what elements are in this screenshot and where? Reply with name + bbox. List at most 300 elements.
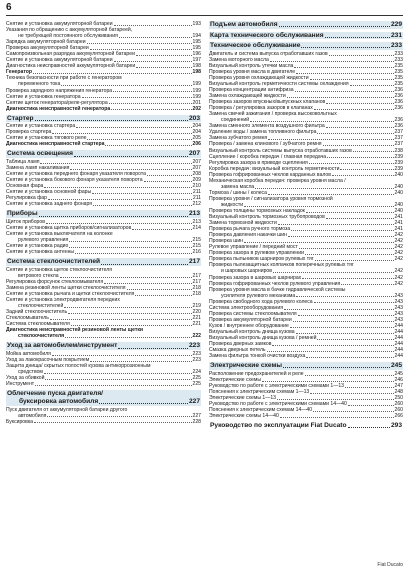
section-title: Система освещения — [7, 150, 73, 158]
toc-entry-page: 241 — [394, 226, 403, 233]
section-page: 293 — [390, 422, 402, 430]
toc-entry-page: 223 — [192, 357, 201, 364]
leader-dots — [47, 416, 191, 417]
toc-entry-title: Электрические схемы 14—40 — [209, 413, 279, 420]
section-title: Руководство по эксплуатации Fiat Ducato — [210, 422, 347, 430]
leader-dots — [305, 254, 394, 255]
toc-entry-title: Проверка зарядного напряжения генератора — [6, 87, 113, 94]
toc-entry-title: Проверка системы стеклоомывателя — [209, 310, 297, 317]
toc-entry-page: 243 — [394, 298, 403, 305]
leader-dots — [325, 37, 390, 38]
leader-dots — [244, 242, 394, 243]
leader-dots — [301, 47, 390, 48]
toc-entry-title: Указания по обращению с аккумуляторной батареей, — [6, 27, 133, 34]
toc-entry-page: 244 — [394, 334, 403, 341]
toc-entry-title: средством — [18, 369, 43, 376]
toc-entry-title: Основная фара — [6, 183, 44, 190]
leader-dots — [273, 272, 394, 273]
toc-entry-page: 225 — [192, 381, 201, 388]
leader-dots — [61, 85, 191, 86]
toc-entry-title: Проверка пыльников шарниров рулевых тяг — [209, 256, 314, 263]
leader-dots — [87, 43, 192, 44]
toc-entry[interactable] — [6, 201, 201, 207]
section-title-line2: буксировка автомобиля — [19, 397, 99, 405]
toc-entry-page: 236 — [394, 99, 403, 106]
section-title: Приборы — [7, 210, 38, 218]
toc-section-heading[interactable] — [209, 32, 403, 40]
toc-entry-page: 235 — [394, 68, 403, 75]
section-page: 217 — [188, 258, 200, 266]
leader-dots — [68, 313, 191, 314]
toc-entry-title: Защита днища/ скрытых полостей кузова антикоррозионным — [6, 363, 151, 370]
toc-entry-title: Замена свечей зажигания / проверка высоковольтных — [209, 111, 337, 118]
leader-dots — [44, 373, 192, 374]
toc-entry-page: 244 — [394, 347, 403, 354]
toc-entry-title: Снятие и установка переднего фонаря указателя поворота — [6, 171, 146, 178]
leader-dots — [295, 91, 394, 92]
leader-dots — [93, 205, 191, 206]
toc-entry-title: замена масла — [221, 183, 255, 190]
toc-entry-title: Снятие и установка бокового фонаря указателя поворота — [6, 177, 143, 184]
leader-dots — [244, 206, 393, 207]
toc-entry[interactable] — [6, 419, 201, 425]
toc-entry-page: 199 — [192, 81, 201, 88]
toc-entry-title: Руководство по работе с электрическими схемами 14—40 — [209, 401, 347, 407]
toc-entry-page: 206 — [192, 141, 201, 148]
leader-dots — [327, 157, 393, 158]
toc-entry-title: Замена тормозной жидкости — [209, 220, 277, 227]
leader-dots — [299, 248, 394, 249]
toc-entry-title: Проверка уровня охлаждающей жидкости — [209, 74, 309, 81]
leader-dots — [280, 417, 394, 418]
toc-entry-title: Снятие и установка основной фары — [6, 189, 92, 196]
leader-dots — [82, 97, 192, 98]
toc-entry-title: Визуальный контроль герметичности системы охлаждения — [209, 81, 349, 88]
toc-entry-page: 266 — [394, 413, 403, 420]
toc-entry-page: 216 — [192, 249, 201, 256]
leader-dots — [90, 49, 192, 50]
toc-entry-page: 205 — [192, 135, 201, 142]
toc-entry-page: 233 — [394, 56, 403, 63]
toc-entry-title: Проверка зазоров впускных/выпускных клапанов — [209, 99, 326, 106]
toc-entry-page: 242 — [394, 256, 403, 263]
leader-dots — [74, 156, 188, 157]
toc-section-heading[interactable] — [209, 42, 403, 50]
toc-entry-page: 212 — [192, 201, 201, 208]
section-page: 229 — [390, 21, 402, 28]
toc-entry-title: Проверка стартера — [6, 129, 52, 136]
leader-dots — [65, 337, 191, 338]
toc-entry-page: 198 — [192, 69, 201, 76]
leader-dots — [33, 73, 192, 74]
toc-entry-title: Пуск двигателя от аккумуляторной батареи другого — [6, 406, 128, 413]
toc-entry-title: Кузов / внутреннее оборудование — [209, 322, 289, 329]
toc-entry-title: Проверка дверных замков — [209, 341, 272, 348]
toc-entry-page: 218 — [192, 285, 201, 292]
leader-dots — [255, 188, 393, 189]
toc-entry-title: усилителя рулевого механизма — [221, 292, 296, 299]
leader-dots — [64, 307, 191, 308]
leader-dots — [111, 109, 191, 110]
toc-entry-title: Замена охлаждающей жидкости — [209, 93, 286, 100]
leader-dots — [306, 212, 394, 213]
toc-entry-page: 248 — [394, 388, 403, 395]
leader-dots — [39, 216, 188, 217]
toc-entry-title: Расположение предохранителей и реле — [209, 370, 304, 377]
toc-entry-page: 195 — [192, 39, 201, 46]
toc-entry-title: Проверка свободного хода рулевого колеса — [209, 298, 313, 305]
toc-entry-title: Регулировка зазора в приводе сцепления — [209, 159, 308, 166]
toc-section-heading[interactable] — [209, 422, 403, 430]
leader-dots — [314, 109, 394, 110]
toc-entry-page: 193 — [192, 21, 201, 27]
toc-entry-page: 235 — [394, 74, 403, 81]
toc-entry-page: 194 — [192, 33, 201, 40]
toc-entry[interactable] — [6, 141, 201, 147]
toc-entry-title: Пояснения к электрическим схемам 14—40 — [209, 407, 313, 414]
toc-entry-page: 224 — [192, 369, 201, 376]
leader-dots — [267, 351, 394, 352]
leader-dots — [291, 230, 393, 231]
toc-entry-title: Снятие и установка выключателя на колонке — [6, 231, 113, 238]
leader-dots — [40, 163, 191, 164]
leader-dots — [34, 422, 191, 423]
leader-dots — [35, 385, 191, 386]
toc-entry-page: 260 — [394, 407, 403, 414]
toc-entry-page: 239 — [394, 159, 403, 166]
leader-dots — [272, 345, 393, 346]
leader-dots — [298, 315, 394, 316]
leader-dots — [45, 379, 191, 380]
leader-dots — [147, 175, 192, 176]
section-page: 207 — [188, 150, 200, 158]
toc-entry-title: Снятие и установка аккумуляторной батареи — [6, 21, 113, 27]
toc-section-heading[interactable] — [209, 21, 403, 29]
toc-entry-page: 244 — [394, 322, 403, 329]
toc-entry[interactable] — [209, 353, 403, 359]
toc-entry-title: Пояснения к электрическим схемам 1—13 — [209, 388, 310, 395]
toc-entry-title: Проверка рычага ручного тормоза — [209, 226, 291, 233]
toc-entry-title: Замена зубчатого ремня — [209, 135, 268, 142]
section-page: 245 — [390, 362, 402, 370]
toc-entry-page: 235 — [394, 81, 403, 88]
toc-entry-title: Снятие и установка аккумуляторной батареи — [6, 57, 113, 64]
toc-entry-title: Электрические схемы — [209, 376, 261, 383]
toc-entry-page: 225 — [192, 375, 201, 382]
toc-entry-page: 245 — [394, 370, 403, 377]
toc-entry-title: Зарядка аккумуляторной батареи — [6, 39, 86, 46]
toc-entry-page: 215 — [192, 237, 201, 244]
leader-dots — [250, 121, 393, 122]
toc-entry-page: 243 — [394, 310, 403, 317]
page-number: 6 — [6, 2, 12, 13]
toc-entry-page: 223 — [192, 351, 201, 358]
leader-dots — [326, 127, 394, 128]
toc-entry-title: Проверка гофрированных чехлов карданных валов — [209, 171, 331, 178]
section-title: Электрические схемы — [210, 362, 283, 370]
toc-entry-title: Визуальный контроль системы выпуска отработавших газов — [209, 147, 352, 154]
leader-dots — [87, 139, 191, 140]
toc-entry-page: 236 — [394, 105, 403, 112]
toc-entry-title: Проверка шин — [209, 238, 243, 245]
leader-dots — [76, 127, 191, 128]
toc-entry-title: Смазка дверных петель — [209, 347, 266, 354]
toc-entry-title: Генератор — [6, 69, 32, 76]
toc-entry-title: Буксировка — [6, 418, 34, 425]
toc-entry-page: 201 — [192, 99, 201, 106]
leader-dots — [92, 193, 192, 194]
toc-entry-page: 243 — [394, 316, 403, 323]
toc-entry-title: автомобиля — [18, 412, 47, 419]
toc-entry-page: 239 — [394, 153, 403, 160]
toc-entry-page: 211 — [192, 195, 201, 202]
toc-entry[interactable] — [6, 381, 201, 387]
leader-dots — [75, 253, 191, 254]
toc-entry-page: 247 — [394, 382, 403, 389]
toc-section-heading[interactable] — [6, 150, 201, 158]
brand-footer: Fiat Ducato — [377, 562, 403, 568]
toc-entry-page: 211 — [192, 189, 201, 196]
toc-entry-title: жидкости — [221, 201, 244, 208]
toc-section-heading[interactable] — [6, 258, 201, 266]
toc-section-heading[interactable] — [209, 362, 403, 370]
toc-entry[interactable] — [209, 413, 403, 419]
toc-entry-page: 241 — [394, 220, 403, 227]
leader-dots — [293, 321, 394, 322]
leader-dots — [279, 26, 390, 27]
leader-dots — [326, 218, 394, 219]
leader-dots — [310, 79, 394, 80]
section-title: Техническое обслуживание — [210, 42, 301, 50]
toc-entry-title: Визуальный контроль утечки масла — [209, 62, 294, 69]
toc-entry-page: 213 — [192, 219, 201, 226]
toc-entry-page: 227 — [192, 412, 201, 419]
toc-entry-title: Проверка / замена клинового / зубчатого ремня — [209, 141, 322, 148]
leader-dots — [268, 194, 394, 195]
leader-dots — [296, 73, 393, 74]
leader-dots — [323, 145, 394, 146]
toc-entry-page: 222 — [192, 333, 201, 340]
toc-entry-page: 240 — [394, 189, 403, 196]
toc-entry-page: 242 — [394, 274, 403, 281]
toc-entry-title: Проверка / регулировка зазоров в клапанах — [209, 105, 313, 112]
toc-entry-title: не требующей постоянного обслуживания — [18, 33, 118, 40]
toc-entry-page: 242 — [394, 244, 403, 251]
leader-dots — [48, 199, 192, 200]
toc-section-heading[interactable] — [6, 210, 201, 218]
section-title: Карта технического обслуживания — [210, 31, 324, 39]
leader-dots — [71, 325, 192, 326]
toc-entry-page: 239 — [394, 165, 403, 172]
leader-dots — [329, 55, 394, 56]
toc-entry-title: Механическая коробка передач: проверка уровня масла / — [209, 177, 346, 184]
toc-entry-title: Замена резиновой ленты щетки стеклоочистителя — [6, 285, 126, 292]
toc-entry-title: Снятие и установка стартера — [6, 123, 76, 130]
toc-entry-page: 240 — [394, 183, 403, 190]
toc-entry-title: Таблица ламп — [6, 159, 40, 166]
toc-entry-title: Снятие и установка рычага и щетки стеклоочистителя — [6, 291, 135, 298]
toc-entry-page: 209 — [192, 177, 201, 184]
toc-entry-title: Коробка передач: визуальный контроль герметичности — [209, 165, 340, 172]
toc-entry-page: 204 — [192, 123, 201, 130]
toc-entry-page: 208 — [192, 171, 201, 178]
leader-dots — [317, 133, 393, 134]
leader-dots — [288, 236, 394, 237]
toc-entry-page: 202 — [192, 105, 201, 112]
toc-entry-page: 240 — [394, 201, 403, 208]
leader-dots — [114, 25, 192, 26]
toc-section-heading[interactable] — [6, 342, 201, 350]
toc-entry-title: Задний стеклоочиститель — [6, 309, 68, 316]
section-page: 203 — [188, 114, 200, 122]
toc-entry-title: Система стеклоомывателя — [6, 321, 70, 328]
leader-dots — [104, 283, 191, 284]
leader-dots — [350, 85, 394, 86]
toc-entry-title: Проверка аккумуляторной батареи — [6, 45, 89, 52]
toc-entry-page: 197 — [192, 57, 201, 64]
toc-entry-page: 207 — [192, 159, 201, 166]
toc-entry-page: 199 — [192, 87, 201, 94]
toc-entry-page: 244 — [394, 341, 403, 348]
leader-dots — [135, 295, 191, 296]
toc-entry-page: 195 — [192, 45, 201, 52]
toc-entry-page: 235 — [394, 62, 403, 69]
toc-entry-page: 233 — [394, 50, 403, 57]
leader-dots — [109, 103, 192, 104]
toc-entry-title: Проверка концентрации антифриза — [209, 87, 294, 94]
toc-entry-title: и шаровых шарниров — [221, 268, 272, 275]
leader-dots — [296, 296, 393, 297]
leader-dots — [348, 405, 394, 406]
leader-dots — [127, 289, 192, 290]
toc-entry-page: 242 — [394, 238, 403, 245]
toc-entry-title: Диагностика неисправностей резиновой ленты щетки — [6, 327, 144, 334]
toc-entry-title: Снятие щеток генератора/реле-регулятора — [6, 99, 108, 106]
toc-entry-title: Снятие и установка радио — [6, 243, 69, 250]
leader-dots — [262, 381, 394, 382]
leader-dots — [114, 61, 192, 62]
toc-entry-page: 207 — [192, 165, 201, 172]
leader-dots — [119, 37, 192, 38]
toc-section-heading[interactable] — [6, 115, 201, 123]
toc-entry-title: Тормоза / шины / колеса — [209, 189, 267, 196]
section-page: 231 — [390, 31, 402, 39]
leader-dots — [113, 91, 191, 92]
leader-dots — [69, 247, 191, 248]
leader-dots — [332, 175, 394, 176]
toc-entry-title: Снятие и установка щитка приборов/сигнализаторов — [6, 225, 132, 232]
toc-entry-page: 217 — [192, 272, 201, 279]
leader-dots — [118, 348, 188, 349]
leader-dots — [306, 357, 393, 358]
section-title-line1: Облегчение пуска двигателя/ — [7, 390, 104, 398]
leader-dots — [315, 260, 394, 261]
leader-dots — [302, 278, 393, 279]
toc-entry-page: 228 — [192, 418, 201, 425]
leader-dots — [314, 302, 394, 303]
toc-entry-page: 204 — [192, 129, 201, 136]
leader-dots — [278, 224, 394, 225]
toc-left-column — [6, 21, 201, 425]
toc-entry-title: Проверка гофрированных чехлов рулевого управления — [209, 280, 341, 287]
toc-entry-page: 221 — [192, 315, 201, 322]
toc-entry-page: 260 — [394, 401, 403, 407]
toc-entry-page: 243 — [394, 292, 403, 299]
leader-dots — [52, 133, 191, 134]
toc-entry-title: Техника безопасности при работе с генератором — [6, 75, 122, 82]
toc-entry-title: Руководство по работе с электрическими схемами 1—13 — [209, 382, 344, 389]
leader-dots — [277, 399, 394, 400]
leader-dots — [348, 427, 390, 428]
toc-entry[interactable] — [6, 333, 201, 339]
toc-entry[interactable] — [6, 106, 201, 112]
section-title: Стартер — [7, 114, 34, 122]
toc-entry-title: Проверка давления накачки шин — [209, 232, 287, 239]
toc-entry-title: Самопроизвольная разрядка аккумуляторной батареи — [6, 51, 135, 58]
leader-dots — [287, 97, 394, 98]
section-page: 227 — [188, 397, 200, 405]
section-title: Уход за автомобилем/инструмент — [7, 342, 118, 350]
toc-entry-title: Уход за лакокрасочным покрытием — [6, 357, 90, 364]
toc-entry-title: Щиток приборов — [6, 219, 45, 226]
leader-dots — [305, 375, 394, 376]
toc-entry-title: рулевого управления — [18, 237, 69, 244]
toc-entry-page: 242 — [394, 250, 403, 257]
toc-entry-page: 236 — [394, 87, 403, 94]
leader-dots — [296, 333, 394, 334]
leader-dots — [132, 229, 191, 230]
toc-entry-title: Мойка автомобиля — [6, 351, 51, 358]
leader-dots — [290, 327, 394, 328]
toc-entry-page: 250 — [394, 394, 403, 401]
toc-entry-page: 243 — [394, 304, 403, 311]
leader-dots — [317, 339, 393, 340]
leader-dots — [50, 319, 192, 320]
toc-entry-page: 241 — [394, 214, 403, 221]
toc-entry-title: Замена моторного масла — [209, 56, 269, 63]
toc-entry-page: 199 — [192, 93, 201, 100]
section-title: Система стеклоочистителей — [7, 258, 101, 266]
toc-entry-page: 221 — [192, 321, 201, 328]
leader-dots — [340, 169, 393, 170]
toc-entry-page: 220 — [192, 309, 201, 316]
toc-entry-title: Регулировка форсунок стеклоомывателя — [6, 279, 104, 286]
toc-entry-page: 237 — [394, 135, 403, 142]
toc-section-heading[interactable] — [6, 390, 201, 405]
toc-entry-title: Проверка аккумуляторной батареи — [209, 316, 292, 323]
toc-entry-title: Диагностика неисправностей генератора — [6, 105, 111, 112]
toc-entry-title: Диагностика неисправностей стартера — [6, 141, 105, 148]
toc-entry-page: 244 — [394, 353, 403, 360]
toc-entry-page: 240 — [394, 171, 403, 178]
toc-entry-page: 238 — [394, 147, 403, 154]
toc-entry[interactable] — [6, 249, 201, 255]
toc-entry-page: 244 — [394, 328, 403, 335]
header-rule — [6, 15, 403, 16]
toc-entry-title: Проверка толщины тормозных накладок — [209, 208, 305, 214]
toc-entry-title: Визуальный контроль днища кузова / ремней — [209, 334, 317, 341]
toc-entry-title: Визуальный контроль тормозных трубопроводов — [209, 214, 325, 221]
toc-entry-title: Диагностика неисправностей аккумуляторной батареи — [6, 63, 136, 70]
toc-entry-page: 217 — [192, 279, 201, 286]
leader-dots — [44, 187, 191, 188]
toc-entry-title: Снятие и установка тягового реле — [6, 135, 87, 142]
toc-entry-page: 214 — [192, 225, 201, 232]
toc-entry-page: 219 — [192, 303, 201, 310]
leader-dots — [294, 67, 393, 68]
toc-entry-page: 236 — [394, 93, 403, 100]
section-page: 233 — [390, 42, 402, 50]
